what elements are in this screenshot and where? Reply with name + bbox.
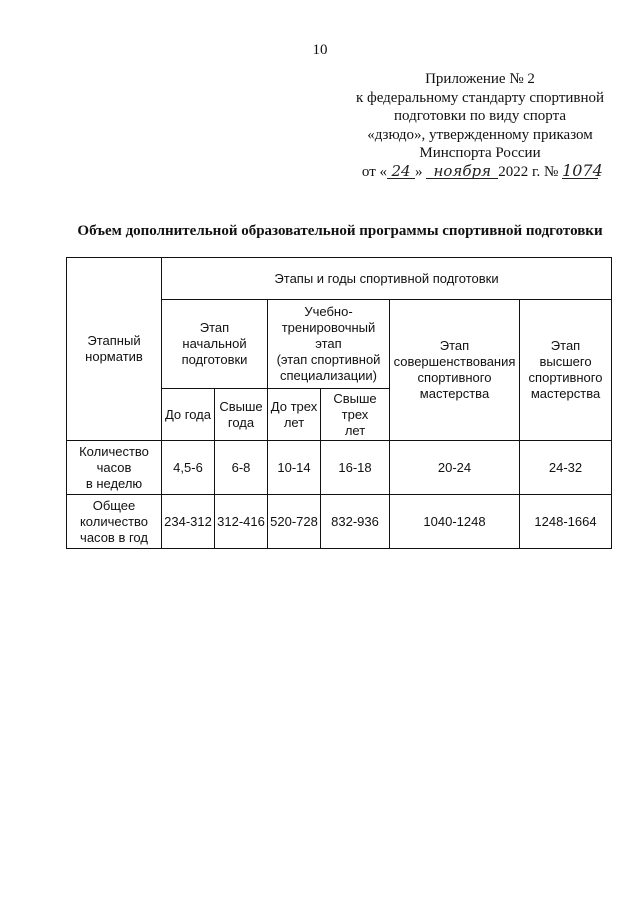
row-label: Общее количество часов в год [67, 495, 162, 549]
subheader-initial-over: Свыше года [215, 389, 268, 441]
table-cell: 4,5-6 [162, 441, 215, 495]
stage-initial-header: Этап начальной подготовки [162, 300, 268, 389]
handwritten-day: 24 [387, 164, 415, 179]
appendix-line: к федеральному стандарту спортивной [355, 89, 605, 106]
table-cell: 16-18 [321, 441, 390, 495]
row-label: Количество часов в неделю [67, 441, 162, 495]
page-number: 10 [312, 42, 328, 58]
group-header: Этапы и годы спортивной подготовки [162, 258, 612, 300]
subheader-training-upto: До трех лет [268, 389, 321, 441]
subheader-training-over: Свыше трех лет [321, 389, 390, 441]
subheader-initial-upto: До года [162, 389, 215, 441]
corner-header: Этапный норматив [67, 258, 162, 441]
norms-table [66, 257, 612, 549]
document-title: Объем дополнительной образовательной программы спортивной подготовки [77, 223, 603, 239]
table-cell: 10-14 [268, 441, 321, 495]
year-text: 2022 г. № [498, 163, 559, 180]
table-cell: 6-8 [215, 441, 268, 495]
table-row [67, 441, 612, 495]
table-row [67, 495, 612, 549]
appendix-line: Приложение № 2 [425, 71, 535, 87]
table-cell: 1040-1248 [390, 495, 520, 549]
appendix-line: Минспорта России [419, 145, 541, 161]
stage-training-header: Учебно- тренировочный этап (этап спортивной специализации) [268, 300, 390, 389]
table-cell: 832-936 [321, 495, 390, 549]
appendix-line: подготовки по виду спорта [394, 108, 566, 124]
table-cell: 24-32 [520, 441, 612, 495]
table-cell: 1248-1664 [520, 495, 612, 549]
table-cell: 20-24 [390, 441, 520, 495]
date-quote-close: » [415, 163, 423, 180]
appendix-header [330, 70, 630, 181]
appendix-line: «дзюдо», утвержденному приказом [367, 126, 593, 143]
handwritten-order-number: 1074 [562, 160, 603, 180]
stage-improvement-header: Этап совершенствования спортивного мастерства [390, 300, 520, 441]
table-cell: 234-312 [162, 495, 215, 549]
handwritten-month: ноября [426, 164, 498, 179]
table-cell: 520-728 [268, 495, 321, 549]
order-date-line [330, 160, 630, 182]
date-prefix: от « [361, 163, 388, 180]
stage-higher-header: Этап высшего спортивного мастерства [520, 300, 612, 441]
table-cell: 312-416 [215, 495, 268, 549]
